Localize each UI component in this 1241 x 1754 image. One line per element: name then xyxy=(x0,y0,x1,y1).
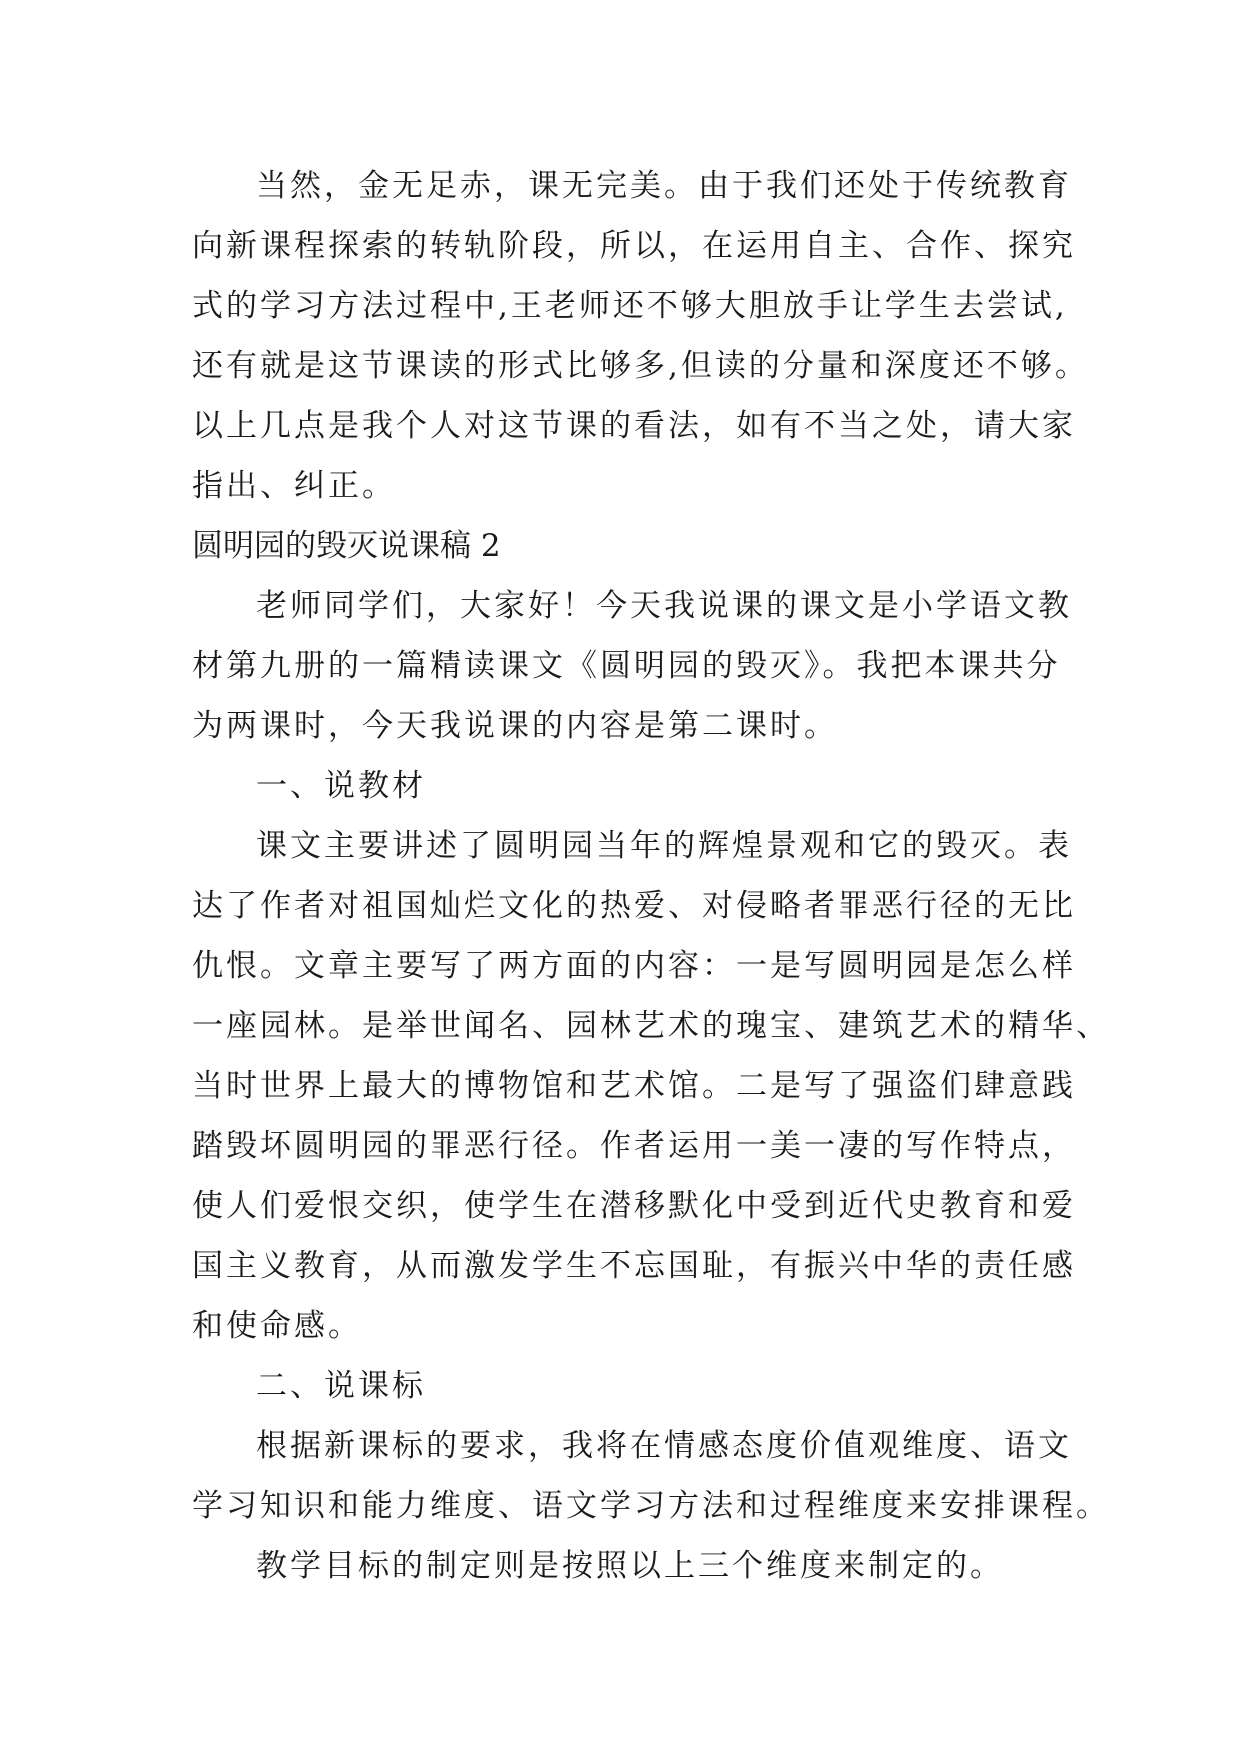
paragraph-line: 当然，金无足赤，课无完美。由于我们还处于传统教育 xyxy=(256,168,1072,204)
paragraph-line: 使人们爱恨交织，使学生在潜移默化中受到近代史教育和爱 xyxy=(192,1188,1076,1224)
paragraph-line: 式的学习方法过程中,王老师还不够大胆放手让学生去尝试, xyxy=(192,288,1068,324)
paragraph-line: 以上几点是我个人对这节课的看法，如有不当之处，请大家 xyxy=(192,408,1076,444)
paragraph-line: 材第九册的一篇精读课文《圆明园的毁灭》。我把本课共分 xyxy=(192,648,1061,684)
paragraph-line: 一座园林。是举世闻名、园林艺术的瑰宝、建筑艺术的精华、 xyxy=(192,1008,1110,1044)
paragraph-line: 老师同学们，大家好！今天我说课的课文是小学语文教 xyxy=(256,588,1072,624)
paragraph-line: 课文主要讲述了圆明园当年的辉煌景观和它的毁灭。表 xyxy=(256,828,1072,864)
paragraph-line: 仇恨。文章主要写了两方面的内容：一是写圆明园是怎么样 xyxy=(192,948,1076,984)
paragraph-line: 指出、纠正。 xyxy=(192,468,396,504)
paragraph-line: 还有就是这节课读的形式比够多,但读的分量和深度还不够。 xyxy=(192,348,1089,384)
paragraph-line: 国主义教育，从而激发学生不忘国耻，有振兴中华的责任感 xyxy=(192,1248,1076,1284)
paragraph-line: 教学目标的制定则是按照以上三个维度来制定的。 xyxy=(256,1548,1004,1584)
paragraph-line: 向新课程探索的转轨阶段，所以，在运用自主、合作、探究 xyxy=(192,228,1076,264)
paragraph-line: 学习知识和能力维度、语文学习方法和过程维度来安排课程。 xyxy=(192,1488,1110,1524)
paragraph-line: 和使命感。 xyxy=(192,1308,362,1344)
paragraph-line: 当时世界上最大的博物馆和艺术馆。二是写了强盗们肆意践 xyxy=(192,1068,1076,1104)
paragraph-line: 达了作者对祖国灿烂文化的热爱、对侵略者罪恶行径的无比 xyxy=(192,888,1076,924)
paragraph-line: 根据新课标的要求，我将在情感态度价值观维度、语文 xyxy=(256,1428,1072,1464)
subheading: 二、说课标 xyxy=(256,1368,426,1404)
subheading: 一、说教材 xyxy=(256,768,426,804)
paragraph-line: 踏毁坏圆明园的罪恶行径。作者运用一美一凄的写作特点， xyxy=(192,1128,1076,1164)
paragraph-line: 为两课时，今天我说课的内容是第二课时。 xyxy=(192,708,838,744)
section-title: 圆明园的毁灭说课稿 2 xyxy=(192,528,501,564)
